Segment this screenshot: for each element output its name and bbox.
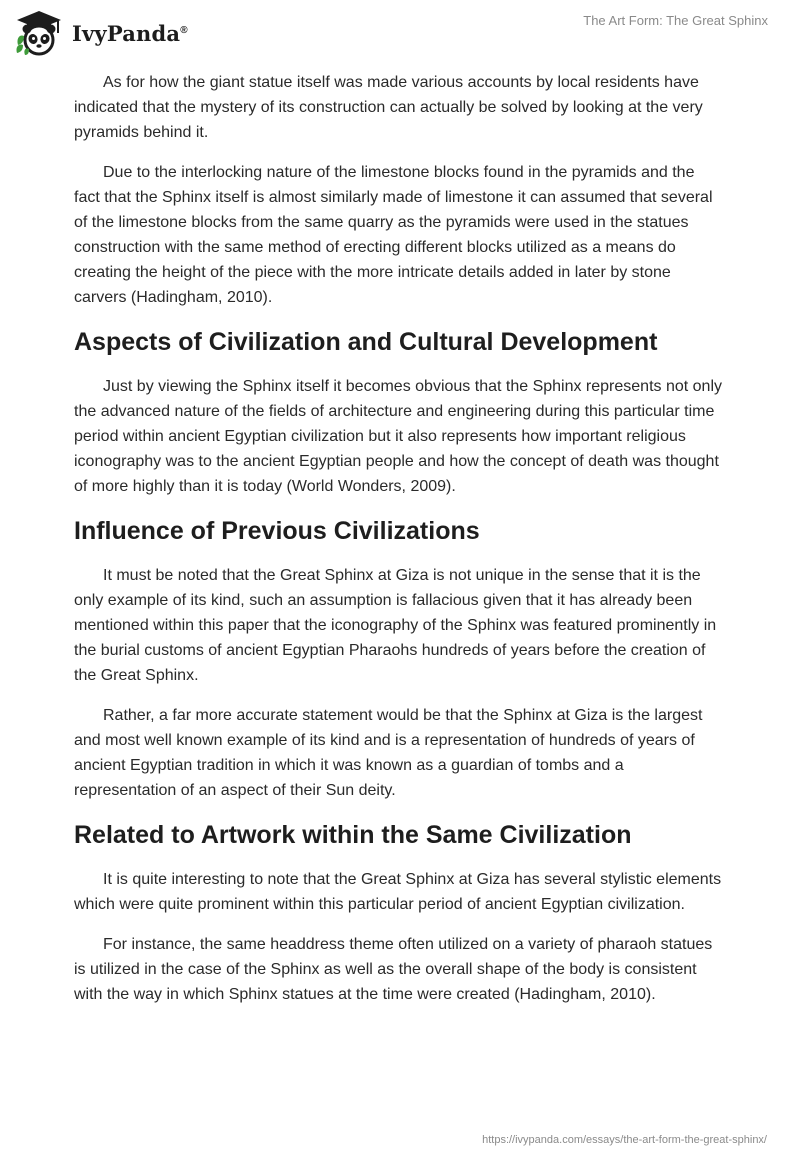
source-url-link[interactable]: https://ivypanda.com/essays/the-art-form-the-great-sphinx/ bbox=[482, 1134, 767, 1146]
paragraph: It is quite interesting to note that the Great Sphinx at Giza has several stylistic elements which were quite prominent within this particular period of ancient Egyptian civilization. bbox=[74, 871, 722, 913]
paragraph: For instance, the same headdress theme often utilized on a variety of pharaoh statues is utilized in the case of the Sphinx as well as the overall shape of the body is consistent with the way in which Sphinx statues at the time were created (Hadingham, 2010). bbox=[74, 936, 713, 1003]
paragraph: As for how the giant statue itself was made various accounts by local residents have indicated that the mystery of its construction can actually be solved by looking at the very pyramids behind it. bbox=[74, 74, 703, 141]
page-header bbox=[0, 0, 800, 64]
brand-name: IvyPanda® bbox=[72, 20, 188, 46]
section-heading: Aspects of Civilization and Cultural Development bbox=[74, 328, 658, 356]
paragraph: Just by viewing the Sphinx itself it becomes obvious that the Sphinx represents not only the advanced nature of the fields of architecture and engineering during this particular time period within ancient Egyptian civilization but it also represents how important religious iconography was to the ancient Egyptian people and how the concept of death was thought of more highly than it is today (World Wonders, 2009). bbox=[74, 378, 723, 495]
panda-graduate-icon bbox=[14, 9, 64, 57]
section-heading: Related to Artwork within the Same Civilization bbox=[74, 821, 632, 849]
paragraph: Due to the interlocking nature of the limestone blocks found in the pyramids and the fact that the Sphinx itself is almost similarly made of limestone it can assumed that several of the limestone blocks from the same quarry as the pyramids were used in the statues construction with the same method of erecting different blocks utilized as a means do creating the height of the piece with the more intricate details added in later by stone carvers (Hadingham, 2010). bbox=[74, 164, 713, 306]
essay-body bbox=[74, 70, 724, 1022]
section-heading: Influence of Previous Civilizations bbox=[74, 517, 480, 545]
document-title: The Art Form: The Great Sphinx bbox=[583, 13, 768, 28]
ivypanda-logo[interactable] bbox=[14, 9, 188, 57]
registered-mark: ® bbox=[180, 24, 188, 36]
paragraph: Rather, a far more accurate statement would be that the Sphinx at Giza is the largest and most well known example of its kind and is a representation of hundreds of years of ancient Egyptian tradition in which it was known as a guardian of tombs and a representation of an aspect of their Sun deity. bbox=[74, 707, 703, 799]
paragraph: It must be noted that the Great Sphinx at Giza is not unique in the sense that it is the only example of its kind, such an assumption is fallacious given that it has already been mentioned within this paper that the iconography of the Sphinx was featured prominently in the burial customs of ancient Egyptian Pharaohs hundreds of years before the creation of the Great Sphinx. bbox=[74, 567, 717, 684]
